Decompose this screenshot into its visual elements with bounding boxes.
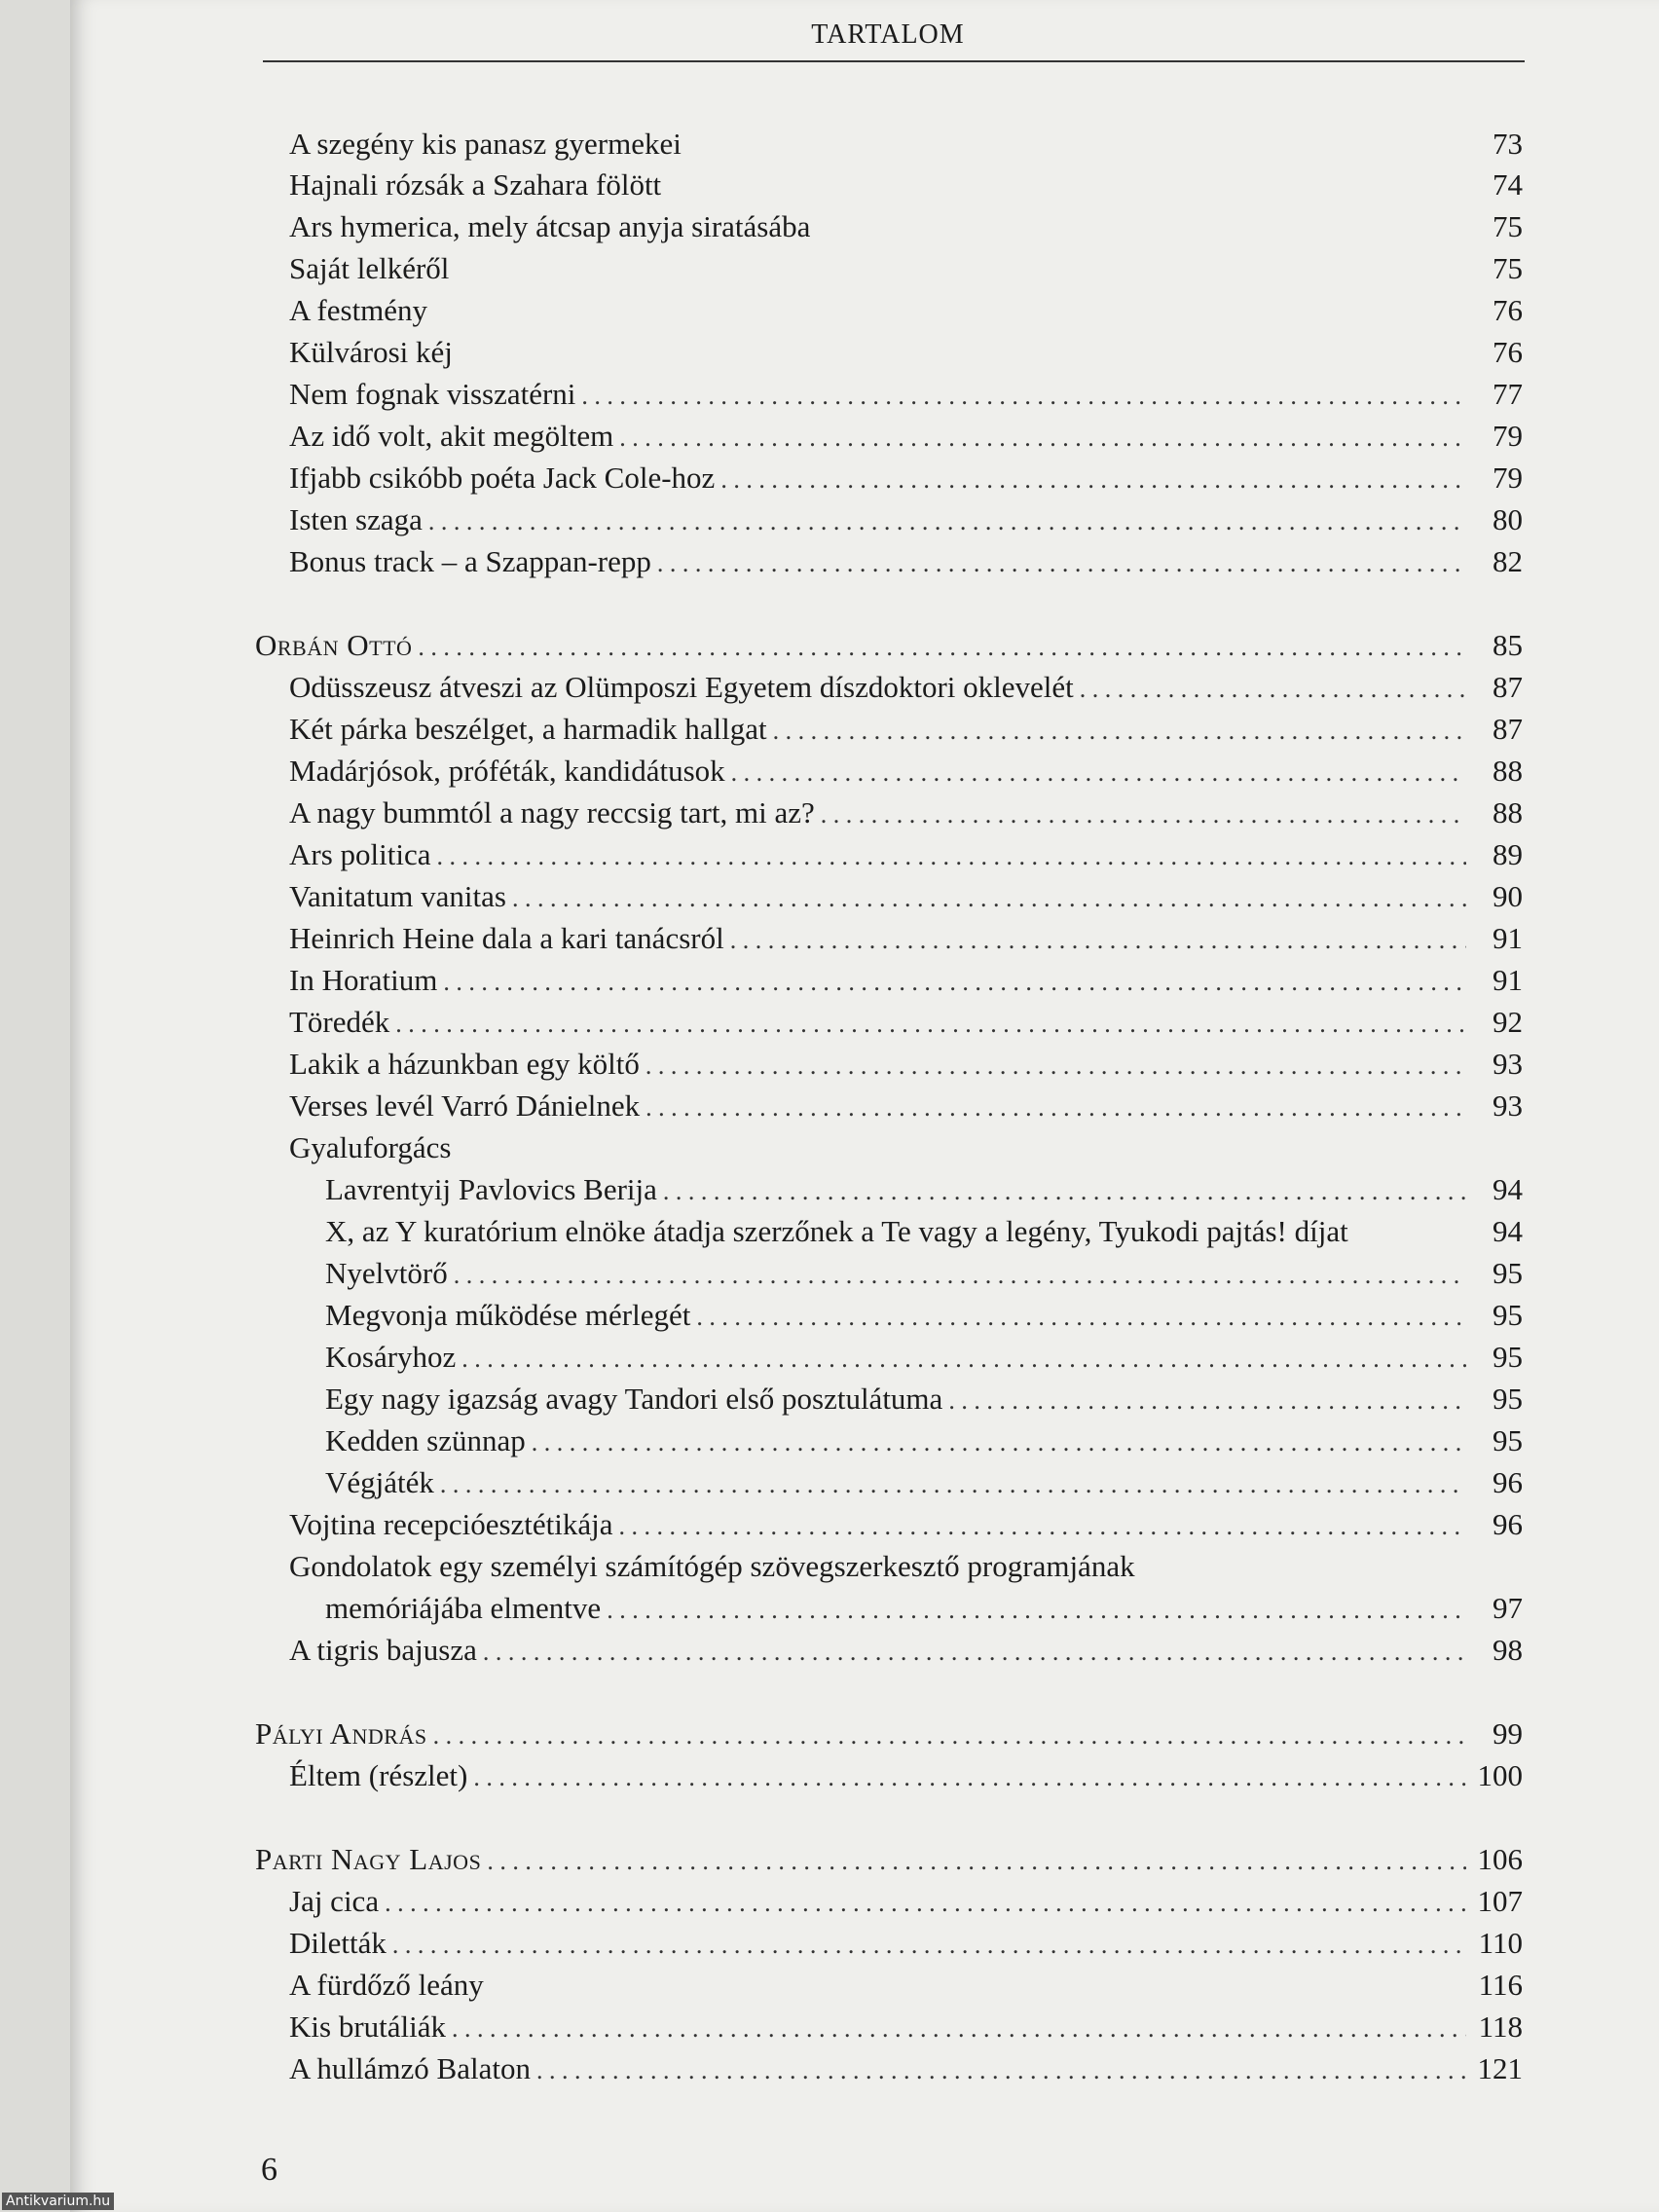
toc-page-number: 87 [1493,670,1523,704]
toc-page-number: 94 [1493,1172,1523,1206]
toc-entry-title: A fürdőző leány [289,1968,484,2002]
toc-entry-title: Gyaluforgács [289,1130,452,1164]
toc-entry-row [289,1966,1523,2005]
toc-entry-title: Heinrich Heine dala a kari tanácsról [289,921,724,955]
toc-page-number: 121 [1477,2051,1523,2085]
toc-leader-dots [720,461,1466,499]
toc-entry-row [289,1882,1523,1921]
toc-entry-title: Kedden szünnap [325,1423,526,1457]
toc-entry-title: Isten szaga [289,502,423,536]
toc-leader-dots [645,1088,1466,1127]
toc-entry-title: A nagy bummtól a nagy reccsig tart, mi az? [289,795,815,830]
toc-entry-title: Gondolatok egy személyi számítógép szövegszerkesztő programjának [289,1549,1135,1583]
toc-page-number: 98 [1493,1633,1523,1667]
toc-entry-row [289,375,1523,414]
toc-page-number: 107 [1477,1884,1523,1918]
toc-entry-title: Egy nagy igazság avagy Tandori első posztulátuma [325,1382,943,1416]
toc-page-number: 80 [1493,502,1523,536]
toc-leader-dots [696,1298,1466,1337]
toc-page-number: 89 [1493,837,1523,871]
toc-entry-row [289,1087,1523,1125]
toc-page-number: 93 [1493,1088,1523,1123]
toc-page-number: 94 [1493,1214,1523,1248]
toc-page-number: 97 [1493,1591,1523,1625]
toc-leader-dots [657,544,1466,583]
toc-entry-title: Nem fognak visszatérni [289,377,576,411]
toc-entry-title: In Horatium [289,963,438,997]
toc-entry-title: Odüsszeusz átveszi az Olümposzi Egyetem díszdoktori oklevelét [289,670,1074,704]
toc-leader-dots [443,963,1466,1002]
toc-author-row [255,626,1523,665]
toc-author-row [255,1714,1523,1753]
toc-page-number: 76 [1493,293,1523,327]
toc-entry-title: Az idő volt, akit megöltem [289,419,614,453]
toc-page-number: 95 [1493,1298,1523,1332]
toc-entry-title: Két párka beszélget, a harmadik hallgat [289,712,767,746]
toc-leader-dots [1080,670,1466,709]
toc-page-number: 106 [1477,1842,1523,1876]
toc-leader-dots [454,1256,1466,1295]
toc-entry-row [289,166,1523,204]
toc-entry-title: A tigris bajusza [289,1633,477,1667]
toc-entry-row [289,542,1523,581]
toc-entry-title: Végjáték [325,1465,434,1499]
toc-entry-title: Külvárosi kéj [289,335,453,369]
toc-entry-row [325,1463,1523,1502]
toc-page-number: 79 [1493,419,1523,453]
toc-entry-title: Vanitatum vanitas [289,879,506,913]
toc-entry-row [325,1170,1523,1209]
toc-entry-title: Diletták [289,1926,387,1960]
toc-leader-dots [948,1382,1466,1420]
toc-leader-dots [731,754,1466,793]
toc-entry-row [289,1128,1523,1167]
toc-page-number: 91 [1493,963,1523,997]
toc-entry-title: Kis brutáliák [289,2009,446,2044]
toc-leader-dots [395,1005,1466,1044]
toc-entry-title: Ifjabb csikóbb poéta Jack Cole-hoz [289,461,716,495]
toc-entry-title: Parti Nagy Lajos [255,1842,482,1876]
toc-page-number: 95 [1493,1423,1523,1457]
toc-leader-dots [452,2009,1466,2048]
toc-entry-title: Kosáryhoz [325,1340,457,1374]
toc-entry-row [289,793,1523,832]
toc-entry-title: Éltem (részlet) [289,1758,468,1792]
toc-page-number: 93 [1493,1047,1523,1081]
toc-leader-dots [821,795,1466,834]
toc-page-number: 96 [1493,1507,1523,1541]
toc-page-number: 82 [1493,544,1523,578]
toc-entry-title: Orbán Ottó [255,628,413,662]
toc-entry-title: Lavrentyij Pavlovics Berija [325,1172,657,1206]
toc-entry-row [289,2049,1523,2088]
toc-leader-dots [487,1842,1466,1881]
toc-leader-dots [418,628,1466,667]
toc-entry-row [289,835,1523,874]
toc-page-number: 85 [1493,628,1523,662]
toc-leader-dots [645,1047,1466,1086]
toc-page-number: 96 [1493,1465,1523,1499]
toc-page-number: 77 [1493,377,1523,411]
toc-entry-row [325,1296,1523,1335]
toc-entry-title: Saját lelkéről [289,251,450,285]
toc-page-number: 74 [1493,167,1523,202]
toc-entry-title: Pályi András [255,1716,427,1751]
toc-leader-dots [581,377,1466,416]
toc-page-number: 118 [1478,2009,1523,2044]
toc-leader-dots [392,1926,1466,1965]
toc-page-number: 87 [1493,712,1523,746]
toc-entry-title: X, az Y kuratórium elnöke átadja szerzőnek a Te vagy a legény, Tyukodi pajtás! díjat [325,1214,1348,1248]
toc-leader-dots [619,1507,1466,1546]
toc-entry-title: Nyelvtörő [325,1256,448,1290]
toc-leader-dots [385,1884,1466,1923]
toc-entry-title: Vojtina recepcióesztétikája [289,1507,613,1541]
toc-leader-dots [433,1716,1466,1755]
toc-entry-title: Madárjósok, próféták, kandidátusok [289,754,725,788]
toc-leader-dots [730,921,1466,960]
toc-entry-row [289,752,1523,791]
toc-entry-row [289,291,1523,330]
toc-page-number: 88 [1493,754,1523,788]
toc-leader-dots [428,502,1466,541]
toc-author-row [255,1840,1523,1879]
toc-page-number: 99 [1493,1716,1523,1751]
toc-entry-row [289,1756,1523,1795]
toc-leader-dots [483,1633,1466,1672]
toc-entry-title: A festmény [289,293,428,327]
toc-entry-row [289,919,1523,958]
toc-entry-row [289,1505,1523,1544]
toc-entry-title: Bonus track – a Szappan-repp [289,544,651,578]
watermark: Antikvarium.hu [2,2193,114,2210]
toc-entry-row [289,1045,1523,1084]
toc-page-number: 90 [1493,879,1523,913]
toc-leader-dots [619,419,1466,458]
toc-entry-row [325,1254,1523,1293]
page-header-title: TARTALOM [811,19,965,50]
toc-entry-row [289,710,1523,749]
toc-page-number: 110 [1478,1926,1523,1960]
toc-entry-row [325,1380,1523,1419]
toc-entry-row [289,1631,1523,1670]
toc-leader-dots [440,1465,1466,1504]
toc-leader-dots [773,712,1466,751]
toc-entry-row [289,877,1523,916]
toc-entry-row [289,668,1523,707]
toc-entry-title: Ars hymerica, mely átcsap anyja siratásába [289,209,811,243]
toc-entry-row [289,1547,1523,1586]
toc-entry-title: Hajnali rózsák a Szahara fölött [289,167,662,202]
toc-entry-row [325,1212,1523,1251]
toc-entry-row [289,333,1523,372]
toc-entry-row [289,500,1523,539]
toc-entry-row [289,417,1523,456]
toc-entry-row [289,459,1523,498]
toc-leader-dots [607,1591,1466,1630]
toc-entry-title: Verses levél Varró Dánielnek [289,1088,641,1123]
toc-entry-title: memóriájába elmentve [325,1591,602,1625]
toc-entry-row [325,1421,1523,1460]
toc-entry-row [325,1589,1523,1628]
toc-entry-title: Ars politica [289,837,431,871]
toc-page-number: 116 [1478,1968,1523,2002]
toc-entry-title: Megvonja működése mérlegét [325,1298,691,1332]
toc-entry-title: A hullámzó Balaton [289,2051,531,2085]
toc-page-number: 95 [1493,1340,1523,1374]
toc-entry-row [289,2008,1523,2046]
toc-entry-row [289,249,1523,288]
toc-leader-dots [437,837,1467,876]
toc-page-number: 88 [1493,795,1523,830]
page-number: 6 [261,2152,277,2188]
toc-leader-dots [461,1340,1466,1379]
toc-entry-row [289,1924,1523,1963]
toc-leader-dots [532,1423,1466,1462]
toc-entry-row [289,207,1523,246]
toc-page-number: 75 [1493,209,1523,243]
toc-entry-row [325,1338,1523,1377]
toc-page-number: 95 [1493,1382,1523,1416]
toc-page-number: 75 [1493,251,1523,285]
toc-leader-dots [536,2051,1466,2090]
toc-entry-title: Jaj cica [289,1884,380,1918]
toc-entry-row [289,1003,1523,1042]
toc-leader-dots [512,879,1466,918]
toc-page-number: 100 [1477,1758,1523,1792]
toc-entry-row [289,961,1523,1000]
toc-entry-row [289,125,1523,164]
toc-entry-title: A szegény kis panasz gyermekei [289,127,682,161]
toc-page-number: 92 [1493,1005,1523,1039]
toc-page-number: 91 [1493,921,1523,955]
toc-leader-dots [663,1172,1466,1211]
toc-entry-title: Lakik a házunkban egy költő [289,1047,640,1081]
toc-page-number: 73 [1493,127,1523,161]
toc-page-number: 95 [1493,1256,1523,1290]
toc-entry-title: Töredék [289,1005,390,1039]
toc-leader-dots [473,1758,1466,1797]
toc-page-number: 76 [1493,335,1523,369]
toc-page-number: 79 [1493,461,1523,495]
